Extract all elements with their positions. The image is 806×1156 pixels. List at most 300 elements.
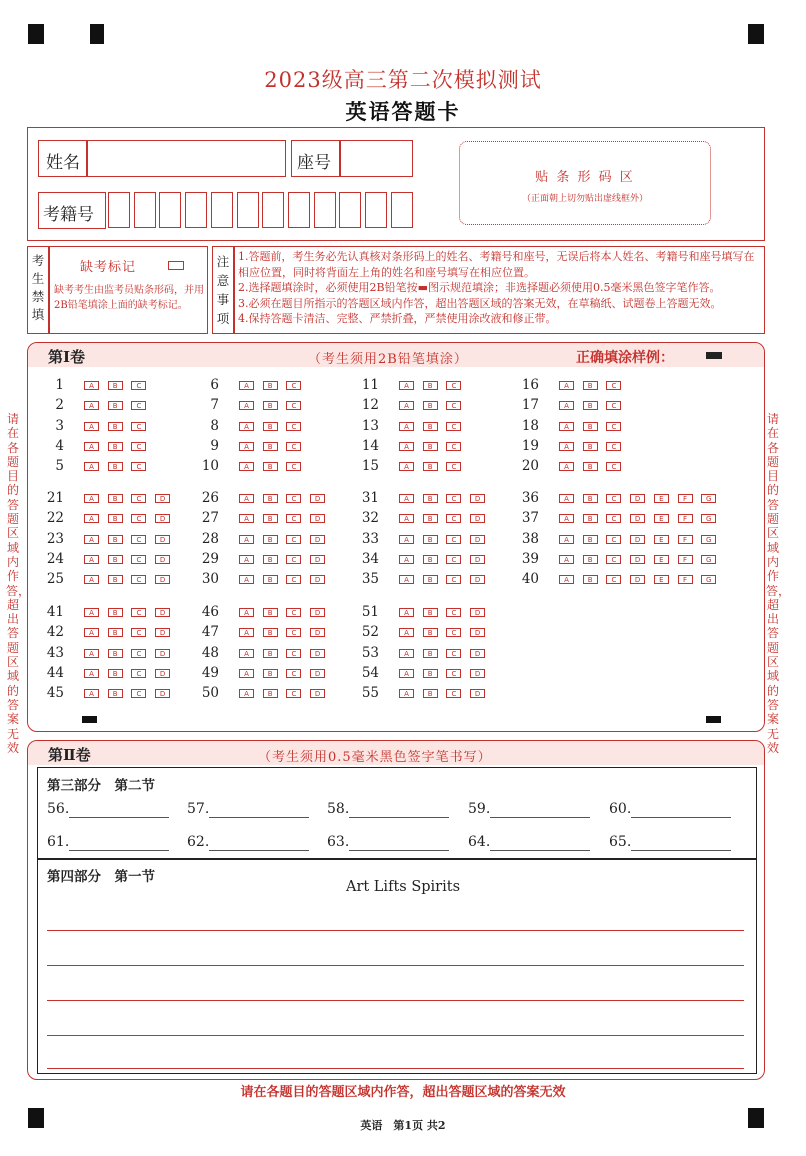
option-bubble-d[interactable]: D bbox=[155, 628, 170, 637]
option-bubble-c[interactable]: C bbox=[606, 555, 621, 564]
option-bubble-c[interactable]: C bbox=[286, 669, 301, 678]
option-bubble-d[interactable]: D bbox=[155, 689, 170, 698]
option-bubble-c[interactable]: C bbox=[446, 442, 461, 451]
option-bubble-b[interactable]: B bbox=[423, 555, 438, 564]
question-number: 31 bbox=[361, 490, 379, 506]
exam-id-digit-box[interactable] bbox=[211, 192, 233, 228]
option-bubble-b[interactable]: B bbox=[423, 514, 438, 523]
option-bubble-a[interactable]: A bbox=[239, 689, 254, 698]
option-bubble-b[interactable]: B bbox=[108, 555, 123, 564]
absent-mark-box[interactable] bbox=[168, 261, 184, 270]
option-bubble-c[interactable]: C bbox=[286, 462, 301, 471]
exam-id-digit-box[interactable] bbox=[339, 192, 361, 228]
question-number: 8 bbox=[210, 417, 219, 434]
option-bubble-b[interactable]: B bbox=[423, 381, 438, 390]
side-warning-right: 请在各题目的答题区域内作答，超出答题区域的答案无效 bbox=[766, 412, 791, 755]
option-bubble-b[interactable]: B bbox=[263, 422, 278, 431]
registration-mark-top-left-2 bbox=[90, 24, 104, 44]
option-bubble-f[interactable]: F bbox=[678, 535, 693, 544]
option-bubble-a[interactable]: A bbox=[399, 442, 414, 451]
blank-answer-line[interactable] bbox=[69, 817, 169, 818]
option-bubble-c[interactable]: C bbox=[606, 401, 621, 410]
question-number: 54 bbox=[361, 664, 379, 681]
option-bubble-c[interactable]: C bbox=[131, 381, 146, 390]
blank-answer-line[interactable] bbox=[631, 850, 731, 851]
option-bubble-e[interactable]: E bbox=[654, 535, 669, 544]
option-bubble-g[interactable]: G bbox=[701, 494, 716, 503]
option-bubble-c[interactable]: C bbox=[606, 494, 621, 503]
option-bubble-a[interactable]: A bbox=[239, 422, 254, 431]
question-number: 4 bbox=[55, 437, 64, 454]
option-bubble-c[interactable]: C bbox=[606, 575, 621, 584]
exam-id-digit-box[interactable] bbox=[185, 192, 207, 228]
option-bubble-d[interactable]: D bbox=[630, 555, 645, 564]
exam-id-digit-box[interactable] bbox=[134, 192, 156, 228]
exam-id-digit-box[interactable] bbox=[314, 192, 336, 228]
option-bubble-d[interactable]: D bbox=[310, 669, 325, 678]
blank-answer-line[interactable] bbox=[349, 817, 449, 818]
option-bubble-a[interactable]: A bbox=[399, 462, 414, 471]
option-bubble-a[interactable]: A bbox=[399, 689, 414, 698]
option-bubble-b[interactable]: B bbox=[108, 608, 123, 617]
option-bubble-b[interactable]: B bbox=[423, 649, 438, 658]
question-number: 50 bbox=[201, 685, 219, 702]
option-bubble-d[interactable]: D bbox=[470, 608, 485, 617]
exam-id-digit-box[interactable] bbox=[159, 192, 181, 228]
question-number: 25 bbox=[46, 571, 64, 588]
question-number: 53 bbox=[361, 644, 379, 661]
option-bubble-c[interactable]: C bbox=[446, 575, 461, 584]
option-bubble-c[interactable]: C bbox=[446, 689, 461, 698]
option-bubble-a[interactable]: A bbox=[84, 649, 99, 658]
option-bubble-a[interactable]: A bbox=[399, 422, 414, 431]
question-number: 18 bbox=[521, 417, 539, 434]
option-bubble-c[interactable]: C bbox=[131, 535, 146, 544]
fill-example-mark bbox=[706, 352, 722, 359]
option-bubble-b[interactable]: B bbox=[108, 628, 123, 637]
section4-label: 第四部分 第一节 bbox=[47, 869, 155, 885]
option-bubble-b[interactable]: B bbox=[108, 669, 123, 678]
option-bubble-b[interactable]: B bbox=[263, 669, 278, 678]
option-bubble-d[interactable]: D bbox=[310, 628, 325, 637]
option-bubble-b[interactable]: B bbox=[583, 575, 598, 584]
question-number: 42 bbox=[46, 624, 64, 641]
option-bubble-b[interactable]: B bbox=[423, 535, 438, 544]
question-number: 12 bbox=[361, 397, 379, 414]
option-bubble-a[interactable]: A bbox=[84, 514, 99, 523]
option-bubble-a[interactable]: A bbox=[239, 535, 254, 544]
question-number: 46 bbox=[201, 604, 219, 620]
option-bubble-b[interactable]: B bbox=[108, 535, 123, 544]
option-bubble-e[interactable]: E bbox=[654, 514, 669, 523]
option-bubble-b[interactable]: B bbox=[423, 689, 438, 698]
option-bubble-d[interactable]: D bbox=[155, 575, 170, 584]
option-bubble-a[interactable]: A bbox=[399, 669, 414, 678]
option-bubble-c[interactable]: C bbox=[446, 555, 461, 564]
timing-mark-right bbox=[706, 716, 721, 723]
option-bubble-b[interactable]: B bbox=[263, 462, 278, 471]
option-bubble-b[interactable]: B bbox=[423, 628, 438, 637]
option-bubble-c[interactable]: C bbox=[286, 575, 301, 584]
option-bubble-a[interactable]: A bbox=[239, 608, 254, 617]
option-bubble-e[interactable]: E bbox=[654, 575, 669, 584]
registration-mark-top-right bbox=[748, 24, 764, 44]
question-number: 1 bbox=[55, 377, 64, 393]
option-bubble-d[interactable]: D bbox=[310, 575, 325, 584]
option-bubble-a[interactable]: A bbox=[84, 401, 99, 410]
option-bubble-c[interactable]: C bbox=[131, 649, 146, 658]
option-bubble-a[interactable]: A bbox=[239, 401, 254, 410]
option-bubble-c[interactable]: C bbox=[286, 494, 301, 503]
name-field[interactable] bbox=[88, 141, 284, 176]
option-bubble-a[interactable]: A bbox=[399, 628, 414, 637]
option-bubble-a[interactable]: A bbox=[399, 514, 414, 523]
option-bubble-d[interactable]: D bbox=[310, 535, 325, 544]
option-bubble-b[interactable]: B bbox=[423, 422, 438, 431]
option-bubble-c[interactable]: C bbox=[131, 689, 146, 698]
barcode-hint: （正面朝上切勿贴出虚线框外） bbox=[521, 194, 648, 204]
option-bubble-d[interactable]: D bbox=[310, 608, 325, 617]
option-bubble-c[interactable]: C bbox=[286, 442, 301, 451]
option-bubble-b[interactable]: B bbox=[423, 442, 438, 451]
option-bubble-d[interactable]: D bbox=[470, 669, 485, 678]
question-number: 51 bbox=[361, 604, 379, 620]
option-bubble-c[interactable]: C bbox=[606, 422, 621, 431]
blank-number: 60. bbox=[609, 801, 632, 817]
option-bubble-c[interactable]: C bbox=[286, 628, 301, 637]
option-bubble-c[interactable]: C bbox=[131, 494, 146, 503]
option-bubble-c[interactable]: C bbox=[286, 649, 301, 658]
exam-id-digit-box[interactable] bbox=[108, 192, 130, 228]
option-bubble-b[interactable]: B bbox=[108, 494, 123, 503]
option-bubble-c[interactable]: C bbox=[446, 381, 461, 390]
question-number: 37 bbox=[521, 510, 539, 527]
option-bubble-b[interactable]: B bbox=[108, 462, 123, 471]
part1-title: 第Ⅰ卷 bbox=[48, 348, 86, 366]
option-bubble-d[interactable]: D bbox=[470, 649, 485, 658]
option-bubble-d[interactable]: D bbox=[630, 494, 645, 503]
option-bubble-c[interactable]: C bbox=[446, 422, 461, 431]
option-bubble-f[interactable]: F bbox=[678, 575, 693, 584]
option-bubble-b[interactable]: B bbox=[583, 401, 598, 410]
blank-answer-line[interactable] bbox=[490, 850, 590, 851]
blank-number: 61. bbox=[47, 834, 70, 850]
option-bubble-a[interactable]: A bbox=[239, 442, 254, 451]
question-number: 22 bbox=[46, 510, 64, 527]
option-bubble-a[interactable]: A bbox=[84, 689, 99, 698]
option-bubble-b[interactable]: B bbox=[583, 514, 598, 523]
option-bubble-c[interactable]: C bbox=[286, 381, 301, 390]
option-bubble-b[interactable]: B bbox=[263, 689, 278, 698]
option-bubble-c[interactable]: C bbox=[286, 555, 301, 564]
option-bubble-a[interactable]: A bbox=[559, 462, 574, 471]
option-bubble-d[interactable]: D bbox=[630, 575, 645, 584]
option-bubble-c[interactable]: C bbox=[131, 575, 146, 584]
option-bubble-d[interactable]: D bbox=[470, 555, 485, 564]
option-bubble-a[interactable]: A bbox=[399, 649, 414, 658]
question-number: 10 bbox=[201, 458, 219, 475]
option-bubble-b[interactable]: B bbox=[423, 608, 438, 617]
option-bubble-a[interactable]: A bbox=[399, 555, 414, 564]
option-bubble-c[interactable]: C bbox=[446, 649, 461, 658]
option-bubble-a[interactable]: A bbox=[559, 575, 574, 584]
option-bubble-b[interactable]: B bbox=[263, 575, 278, 584]
option-bubble-d[interactable]: D bbox=[155, 555, 170, 564]
notes-list bbox=[238, 249, 762, 327]
question-number: 23 bbox=[46, 530, 64, 547]
option-bubble-a[interactable]: A bbox=[84, 442, 99, 451]
option-bubble-b[interactable]: B bbox=[108, 575, 123, 584]
exam-id-digit-box[interactable] bbox=[237, 192, 259, 228]
option-bubble-a[interactable]: A bbox=[239, 628, 254, 637]
option-bubble-c[interactable]: C bbox=[446, 669, 461, 678]
question-number: 32 bbox=[361, 510, 379, 527]
question-number: 14 bbox=[361, 437, 379, 454]
writing-line-5[interactable] bbox=[47, 1068, 744, 1069]
option-bubble-a[interactable]: A bbox=[239, 575, 254, 584]
option-bubble-c[interactable]: C bbox=[606, 462, 621, 471]
option-bubble-a[interactable]: A bbox=[239, 381, 254, 390]
option-bubble-a[interactable]: A bbox=[84, 462, 99, 471]
option-bubble-a[interactable]: A bbox=[239, 462, 254, 471]
option-bubble-c[interactable]: C bbox=[606, 514, 621, 523]
option-bubble-b[interactable]: B bbox=[583, 422, 598, 431]
part2-title: 第Ⅱ卷 bbox=[48, 746, 91, 764]
option-bubble-b[interactable]: B bbox=[263, 649, 278, 658]
option-bubble-a[interactable]: A bbox=[399, 535, 414, 544]
option-bubble-b[interactable]: B bbox=[263, 442, 278, 451]
option-bubble-c[interactable]: C bbox=[446, 628, 461, 637]
seat-label: 座号 bbox=[297, 153, 331, 173]
option-bubble-b[interactable]: B bbox=[423, 494, 438, 503]
option-bubble-e[interactable]: E bbox=[654, 494, 669, 503]
option-bubble-b[interactable]: B bbox=[423, 669, 438, 678]
option-bubble-e[interactable]: E bbox=[654, 555, 669, 564]
option-bubble-a[interactable]: A bbox=[84, 628, 99, 637]
blank-answer-line[interactable] bbox=[209, 850, 309, 851]
option-bubble-a[interactable]: A bbox=[84, 575, 99, 584]
question-number: 5 bbox=[55, 458, 64, 475]
option-bubble-g[interactable]: G bbox=[701, 535, 716, 544]
option-bubble-a[interactable]: A bbox=[239, 649, 254, 658]
option-bubble-b[interactable]: B bbox=[263, 401, 278, 410]
option-bubble-d[interactable]: D bbox=[630, 514, 645, 523]
option-bubble-a[interactable]: A bbox=[559, 555, 574, 564]
footer-warning: 请在各题目的答题区域内作答，超出答题区域的答案无效 bbox=[240, 1085, 566, 1100]
option-bubble-a[interactable]: A bbox=[559, 535, 574, 544]
option-bubble-f[interactable]: F bbox=[678, 494, 693, 503]
option-bubble-c[interactable]: C bbox=[131, 422, 146, 431]
option-bubble-a[interactable]: A bbox=[84, 422, 99, 431]
option-bubble-a[interactable]: A bbox=[239, 514, 254, 523]
option-bubble-b[interactable]: B bbox=[108, 689, 123, 698]
notes-divider bbox=[233, 246, 235, 334]
option-bubble-c[interactable]: C bbox=[131, 401, 146, 410]
option-bubble-b[interactable]: B bbox=[263, 381, 278, 390]
registration-mark-top-left bbox=[28, 24, 44, 44]
option-bubble-c[interactable]: C bbox=[131, 442, 146, 451]
question-number: 49 bbox=[201, 664, 219, 681]
option-bubble-a[interactable]: A bbox=[84, 381, 99, 390]
option-bubble-d[interactable]: D bbox=[155, 535, 170, 544]
exam-id-digit-box[interactable] bbox=[365, 192, 387, 228]
writing-line-1[interactable] bbox=[47, 930, 744, 931]
question-number: 13 bbox=[361, 417, 379, 434]
blank-number: 65. bbox=[609, 834, 632, 850]
option-bubble-b[interactable]: B bbox=[108, 514, 123, 523]
question-number: 39 bbox=[521, 550, 539, 567]
option-bubble-f[interactable]: F bbox=[678, 514, 693, 523]
question-number: 11 bbox=[361, 377, 379, 393]
option-bubble-b[interactable]: B bbox=[108, 401, 123, 410]
option-bubble-g[interactable]: G bbox=[701, 514, 716, 523]
option-bubble-a[interactable]: A bbox=[399, 575, 414, 584]
option-bubble-c[interactable]: C bbox=[131, 555, 146, 564]
blank-answer-line[interactable] bbox=[209, 817, 309, 818]
option-bubble-g[interactable]: G bbox=[701, 575, 716, 584]
option-bubble-a[interactable]: A bbox=[559, 422, 574, 431]
option-bubble-b[interactable]: B bbox=[108, 442, 123, 451]
option-bubble-d[interactable]: D bbox=[310, 514, 325, 523]
part1-instruction: （考生须用2B铅笔填涂） bbox=[308, 352, 468, 367]
option-bubble-c[interactable]: C bbox=[131, 608, 146, 617]
option-bubble-d[interactable]: D bbox=[470, 514, 485, 523]
option-bubble-d[interactable]: D bbox=[470, 575, 485, 584]
option-bubble-a[interactable]: A bbox=[399, 401, 414, 410]
note-item-4: 4.保持答题卡清洁、完整、严禁折叠，严禁使用涂改液和修正带。 bbox=[238, 312, 557, 325]
option-bubble-f[interactable]: F bbox=[678, 555, 693, 564]
option-bubble-c[interactable]: C bbox=[446, 462, 461, 471]
option-bubble-c[interactable]: C bbox=[606, 381, 621, 390]
option-bubble-c[interactable]: C bbox=[446, 514, 461, 523]
writing-line-4[interactable] bbox=[47, 1035, 744, 1036]
option-bubble-a[interactable]: A bbox=[559, 401, 574, 410]
option-bubble-c[interactable]: C bbox=[286, 535, 301, 544]
option-bubble-d[interactable]: D bbox=[470, 535, 485, 544]
option-bubble-b[interactable]: B bbox=[583, 494, 598, 503]
blank-answer-line[interactable] bbox=[349, 850, 449, 851]
option-bubble-c[interactable]: C bbox=[286, 401, 301, 410]
option-bubble-c[interactable]: C bbox=[286, 689, 301, 698]
option-bubble-d[interactable]: D bbox=[470, 494, 485, 503]
question-number: 55 bbox=[361, 685, 379, 702]
option-bubble-a[interactable]: A bbox=[559, 494, 574, 503]
question-number: 9 bbox=[210, 437, 219, 454]
option-bubble-b[interactable]: B bbox=[583, 462, 598, 471]
option-bubble-a[interactable]: A bbox=[84, 669, 99, 678]
option-bubble-b[interactable]: B bbox=[583, 535, 598, 544]
option-bubble-a[interactable]: A bbox=[84, 494, 99, 503]
option-bubble-d[interactable]: D bbox=[155, 649, 170, 658]
option-bubble-a[interactable]: A bbox=[84, 535, 99, 544]
option-bubble-d[interactable]: D bbox=[155, 669, 170, 678]
option-bubble-c[interactable]: C bbox=[131, 462, 146, 471]
barcode-area bbox=[459, 141, 711, 225]
option-bubble-b[interactable]: B bbox=[263, 494, 278, 503]
seat-field[interactable] bbox=[340, 141, 412, 176]
option-bubble-c[interactable]: C bbox=[286, 608, 301, 617]
option-bubble-a[interactable]: A bbox=[239, 494, 254, 503]
blank-answer-line[interactable] bbox=[490, 817, 590, 818]
exam-id-digit-box[interactable] bbox=[391, 192, 413, 228]
option-bubble-b[interactable]: B bbox=[263, 608, 278, 617]
option-bubble-b[interactable]: B bbox=[108, 381, 123, 390]
option-bubble-a[interactable]: A bbox=[84, 555, 99, 564]
option-bubble-d[interactable]: D bbox=[155, 514, 170, 523]
option-bubble-d[interactable]: D bbox=[310, 555, 325, 564]
option-bubble-c[interactable]: C bbox=[606, 535, 621, 544]
option-bubble-a[interactable]: A bbox=[559, 381, 574, 390]
option-bubble-b[interactable]: B bbox=[263, 628, 278, 637]
option-bubble-a[interactable]: A bbox=[559, 514, 574, 523]
option-bubble-b[interactable]: B bbox=[583, 442, 598, 451]
option-bubble-d[interactable]: D bbox=[630, 535, 645, 544]
option-bubble-c[interactable]: C bbox=[446, 608, 461, 617]
option-bubble-c[interactable]: C bbox=[131, 514, 146, 523]
question-number: 45 bbox=[46, 685, 64, 702]
question-number: 30 bbox=[201, 571, 219, 588]
option-bubble-a[interactable]: A bbox=[239, 669, 254, 678]
option-bubble-c[interactable]: C bbox=[286, 514, 301, 523]
option-bubble-d[interactable]: D bbox=[155, 494, 170, 503]
question-number: 33 bbox=[361, 530, 379, 547]
option-bubble-d[interactable]: D bbox=[310, 494, 325, 503]
option-bubble-b[interactable]: B bbox=[108, 649, 123, 658]
option-bubble-b[interactable]: B bbox=[263, 555, 278, 564]
option-bubble-b[interactable]: B bbox=[583, 381, 598, 390]
option-bubble-d[interactable]: D bbox=[310, 649, 325, 658]
exam-id-digit-box[interactable] bbox=[288, 192, 310, 228]
option-bubble-c[interactable]: C bbox=[286, 422, 301, 431]
option-bubble-b[interactable]: B bbox=[263, 535, 278, 544]
exam-id-label: 考籍号 bbox=[43, 205, 94, 225]
absent-title: 缺考标记 bbox=[80, 260, 137, 275]
option-bubble-d[interactable]: D bbox=[470, 628, 485, 637]
blank-answer-line[interactable] bbox=[631, 817, 731, 818]
option-bubble-b[interactable]: B bbox=[423, 401, 438, 410]
option-bubble-a[interactable]: A bbox=[559, 442, 574, 451]
writing-line-3[interactable] bbox=[47, 1000, 744, 1001]
option-bubble-c[interactable]: C bbox=[131, 628, 146, 637]
option-bubble-c[interactable]: C bbox=[131, 669, 146, 678]
option-bubble-c[interactable]: C bbox=[446, 401, 461, 410]
option-bubble-a[interactable]: A bbox=[239, 555, 254, 564]
option-bubble-c[interactable]: C bbox=[446, 494, 461, 503]
option-bubble-d[interactable]: D bbox=[310, 689, 325, 698]
blank-answer-line[interactable] bbox=[69, 850, 169, 851]
option-bubble-d[interactable]: D bbox=[470, 689, 485, 698]
exam-id-digit-box[interactable] bbox=[262, 192, 284, 228]
option-bubble-b[interactable]: B bbox=[108, 422, 123, 431]
question-number: 26 bbox=[201, 490, 219, 506]
option-bubble-a[interactable]: A bbox=[399, 494, 414, 503]
writing-line-2[interactable] bbox=[47, 965, 744, 966]
option-bubble-c[interactable]: C bbox=[606, 442, 621, 451]
barcode-title: 贴 条 形 码 区 bbox=[535, 170, 635, 185]
option-bubble-g[interactable]: G bbox=[701, 555, 716, 564]
part2-instruction: （考生须用0.5毫米黑色签字笔书写） bbox=[258, 750, 492, 765]
option-bubble-b[interactable]: B bbox=[583, 555, 598, 564]
option-bubble-c[interactable]: C bbox=[446, 535, 461, 544]
option-bubble-d[interactable]: D bbox=[155, 608, 170, 617]
option-bubble-a[interactable]: A bbox=[399, 381, 414, 390]
question-number: 35 bbox=[361, 571, 379, 588]
option-bubble-b[interactable]: B bbox=[423, 575, 438, 584]
option-bubble-b[interactable]: B bbox=[263, 514, 278, 523]
option-bubble-b[interactable]: B bbox=[423, 462, 438, 471]
option-bubble-a[interactable]: A bbox=[84, 608, 99, 617]
option-bubble-a[interactable]: A bbox=[399, 608, 414, 617]
